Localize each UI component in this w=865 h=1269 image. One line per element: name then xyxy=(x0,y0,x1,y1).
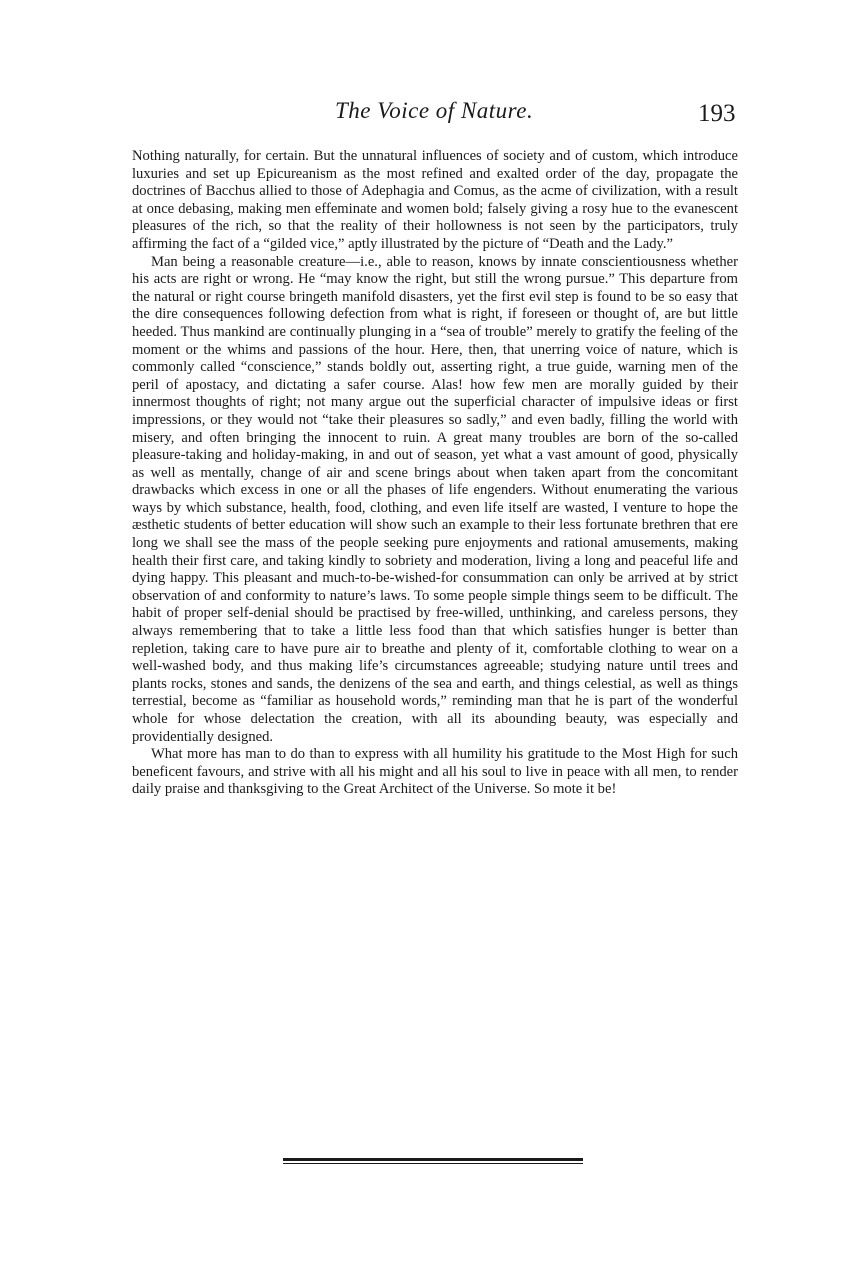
running-title: The Voice of Nature. xyxy=(335,98,534,123)
paragraph: What more has man to do than to express with all humility his gratitude to the Most High for such beneficent favours, and strive with all his might and all his soul to live in peace with all men, to render daily praise and thanksgiving to the Great Architect of the Universe. So mote it be! xyxy=(132,746,738,798)
closing-rule-thin xyxy=(283,1163,583,1164)
body-text xyxy=(132,148,738,799)
paragraph: Nothing naturally, for certain. But the unnatural influences of society and of custom, which introduce luxuries and set up Epicureanism as the most refined and exalted order of the day, propagate the doctrines of Bacchus allied to those of Adephagia and Comus, as the acme of civilization, with a result at once debasing, making men effeminate and women bold; falsely giving a rosy hue to the evanescent pleasures of the rich, so that the reality of their hollowness is not seen by the participators, truly affirming the fact of a “gilded vice,” aptly illustrated by the picture of “Death and the Lady.” xyxy=(132,148,738,252)
running-head xyxy=(0,98,865,128)
page-number: 193 xyxy=(698,100,736,127)
closing-rule xyxy=(283,1158,583,1164)
closing-rule-thick xyxy=(283,1158,583,1161)
paragraph: Man being a reasonable creature—i.e., able to reason, knows by innate conscientiousness whether his acts are right or wrong. He “may know the right, but still the wrong pursue.” This departure from the natural or right course bringeth manifold disasters, yet the first evil step is found to be so easy that the dire consequences following defection from what is right, if foreseen or thought of, are but little heeded. Thus mankind are continually plunging in a “sea of trouble” merely to gratify the feeling of the moment or the whims and passions of the hour. Here, then, that unerring voice of nature, which is commonly called “conscience,” stands boldly out, asserting right, a true guide, warning men of the peril of apostacy, and dictating a safer course. Alas! how few men are morally guided by their innermost thoughts of right; not many argue out the superficial character of impulsive ideas or first impressions, or they would not “take their pleasures so sadly,” and even badly, filling the world with misery, and often bringing the innocent to ruin. A great many troubles are born of the so-called pleasure-taking and holiday-making, in and out of season, yet what a vast amount of good, physically as well as mentally, change of air and scene brings about when taken apart from the concomitant drawbacks which excess in one or all the phases of life engenders. Without enumerating the various ways by which substance, health, food, clothing, and even life itself are wasted, I venture to hope the æsthetic students of better education will show such an example to their less fortunate brethren that ere long we shall see the mass of the people seeking pure enjoyments and rational amusements, making health their first care, and taking kindly to sobriety and moderation, living a long and peaceful life and dying happy. This pleasant and much-to-be-wished-for consummation can only be arrived at by strict observation of and conformity to nature’s laws. To some people simple things seem to be difficult. The habit of proper self-denial should be practised by free-willed, unthinking, and careless persons, they always remembering that to take a little less food than that which satisfies hunger is better than repletion, taking care to have pure air to breathe and plenty of it, comfortable clothing to wear on a well-washed body, and thus making life’s circumstances agreeable; studying nature until trees and plants rocks, stones and sands, the denizens of the sea and earth, and things celestial, as well as things terrestial, become as “familiar as household words,” reminding man that he is part of the wonderful whole for whose delectation the creation, with all its abounding beauty, was especially and providentially designed. xyxy=(132,253,738,745)
